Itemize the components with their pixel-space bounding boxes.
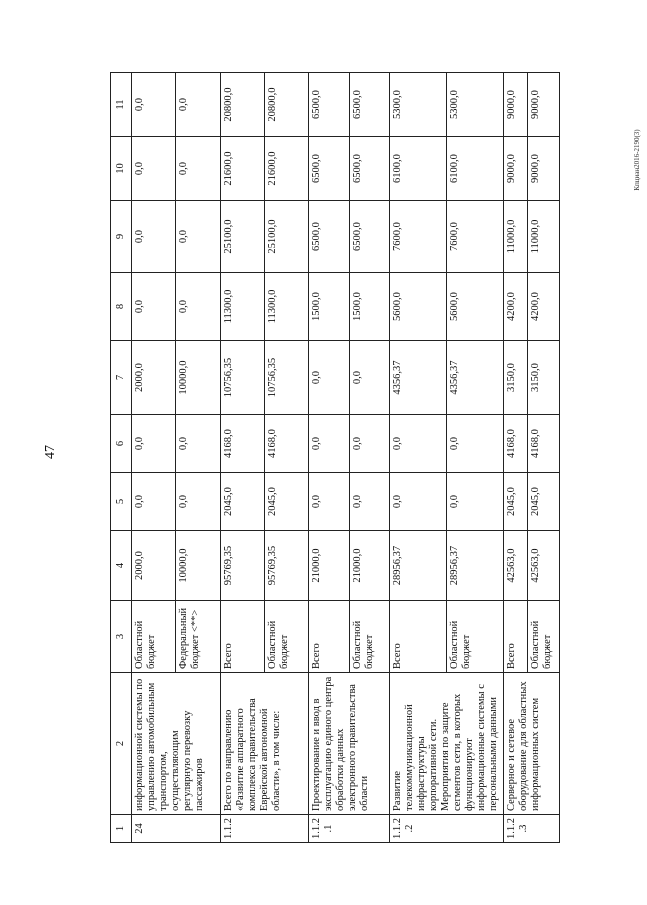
funding-source: Областной бюджет	[264, 601, 308, 673]
table-row	[309, 73, 349, 843]
value-cell: 2000,0	[132, 341, 176, 415]
value-cell: 4168,0	[503, 415, 527, 473]
value-cell: 6500,0	[309, 201, 349, 273]
funding-source: Всего	[220, 601, 264, 673]
value-cell: 20800,0	[264, 73, 308, 137]
value-cell: 0,0	[176, 137, 220, 201]
funding-source: Областной бюджет	[349, 601, 389, 673]
value-cell: 2000,0	[132, 531, 176, 601]
value-cell: 6100,0	[446, 137, 503, 201]
column-header: 6	[111, 415, 132, 473]
funding-source: Областной бюджет	[527, 601, 559, 673]
value-cell: 0,0	[349, 341, 389, 415]
value-cell: 0,0	[349, 473, 389, 531]
value-cell: 6500,0	[349, 137, 389, 201]
funding-source: Федеральный бюджет <**>	[176, 601, 220, 673]
value-cell: 4200,0	[527, 273, 559, 341]
value-cell: 2045,0	[527, 473, 559, 531]
funding-source: Всего	[503, 601, 527, 673]
column-header: 4	[111, 531, 132, 601]
column-header: 2	[111, 673, 132, 815]
value-cell: 4356,37	[389, 341, 446, 415]
value-cell: 0,0	[309, 473, 349, 531]
value-cell: 4168,0	[220, 415, 264, 473]
value-cell: 0,0	[176, 473, 220, 531]
value-cell: 25100,0	[264, 201, 308, 273]
funding-source: Областной бюджет	[446, 601, 503, 673]
value-cell: 95769,35	[264, 531, 308, 601]
value-cell: 0,0	[176, 273, 220, 341]
value-cell: 9000,0	[527, 73, 559, 137]
value-cell: 2045,0	[220, 473, 264, 531]
value-cell: 9000,0	[527, 137, 559, 201]
value-cell: 0,0	[132, 273, 176, 341]
value-cell: 0,0	[176, 201, 220, 273]
value-cell: 10756,35	[264, 341, 308, 415]
value-cell: 42563,0	[503, 531, 527, 601]
column-header: 9	[111, 201, 132, 273]
value-cell: 11300,0	[264, 273, 308, 341]
table-row	[389, 73, 446, 843]
column-header: 8	[111, 273, 132, 341]
value-cell: 0,0	[446, 415, 503, 473]
value-cell: 7600,0	[446, 201, 503, 273]
value-cell: 95769,35	[220, 531, 264, 601]
value-cell: 2045,0	[264, 473, 308, 531]
row-name: Серверное и сетевое оборудование для областных информационных систем	[503, 673, 559, 815]
table-row	[220, 73, 264, 843]
value-cell: 28956,37	[389, 531, 446, 601]
table-header-row	[111, 73, 132, 843]
value-cell: 42563,0	[527, 531, 559, 601]
value-cell: 10000,0	[176, 531, 220, 601]
value-cell: 25100,0	[220, 201, 264, 273]
value-cell: 0,0	[349, 415, 389, 473]
value-cell: 6100,0	[389, 137, 446, 201]
value-cell: 5300,0	[389, 73, 446, 137]
row-code: 1.1.2.1	[309, 815, 390, 843]
value-cell: 21600,0	[220, 137, 264, 201]
value-cell: 21600,0	[264, 137, 308, 201]
budget-table	[110, 72, 560, 843]
value-cell: 0,0	[446, 473, 503, 531]
table-row	[503, 73, 527, 843]
value-cell: 28956,37	[446, 531, 503, 601]
value-cell: 6500,0	[349, 201, 389, 273]
column-header: 5	[111, 473, 132, 531]
row-code: 1.1.2.3	[503, 815, 559, 843]
value-cell: 20800,0	[220, 73, 264, 137]
value-cell: 3150,0	[527, 341, 559, 415]
value-cell: 0,0	[176, 415, 220, 473]
value-cell: 10756,35	[220, 341, 264, 415]
value-cell: 4356,37	[446, 341, 503, 415]
value-cell: 4168,0	[264, 415, 308, 473]
value-cell: 9000,0	[503, 73, 527, 137]
value-cell: 0,0	[132, 137, 176, 201]
rotated-table-container	[110, 73, 560, 843]
value-cell: 11300,0	[220, 273, 264, 341]
row-code: 1.1.2	[220, 815, 309, 843]
value-cell: 5600,0	[389, 273, 446, 341]
value-cell: 0,0	[132, 201, 176, 273]
value-cell: 11000,0	[503, 201, 527, 273]
value-cell: 7600,0	[389, 201, 446, 273]
value-cell: 0,0	[389, 473, 446, 531]
column-header: 7	[111, 341, 132, 415]
row-name: Проектирование и ввод в эксплуатацию единого центра обработки данных электронного правительства области	[309, 673, 390, 815]
value-cell: 0,0	[132, 73, 176, 137]
value-cell: 6500,0	[309, 73, 349, 137]
value-cell: 21000,0	[309, 531, 349, 601]
funding-source: Областной бюджет	[132, 601, 176, 673]
value-cell: 0,0	[309, 415, 349, 473]
value-cell: 4200,0	[503, 273, 527, 341]
row-name: Всего по направлению «Развитие аппаратного комплекса правительства Еврейской автономной области», в том числе:	[220, 673, 309, 815]
value-cell: 1500,0	[349, 273, 389, 341]
value-cell: 2045,0	[503, 473, 527, 531]
row-code: 1.1.2.2	[389, 815, 503, 843]
value-cell: 0,0	[389, 415, 446, 473]
value-cell: 10000,0	[176, 341, 220, 415]
row-name: Развитие телекоммуникационной инфраструктуры корпоративной сети. Мероприятия по защите сегментов сети, в которых функционируют информационные системы с персональными данными	[389, 673, 503, 815]
value-cell: 0,0	[132, 415, 176, 473]
value-cell: 11000,0	[527, 201, 559, 273]
funding-source: Всего	[389, 601, 446, 673]
value-cell: 0,0	[176, 73, 220, 137]
column-header: 10	[111, 137, 132, 201]
value-cell: 4168,0	[527, 415, 559, 473]
value-cell: 6500,0	[349, 73, 389, 137]
value-cell: 0,0	[309, 341, 349, 415]
value-cell: 21000,0	[349, 531, 389, 601]
value-cell: 3150,0	[503, 341, 527, 415]
value-cell: 5300,0	[446, 73, 503, 137]
value-cell: 1500,0	[309, 273, 349, 341]
column-header: 11	[111, 73, 132, 137]
value-cell: 6500,0	[309, 137, 349, 201]
page-number: 47	[43, 445, 58, 459]
table-row	[132, 73, 176, 843]
value-cell: 0,0	[132, 473, 176, 531]
row-name: информационной системы по управлению автомобильным транспортом, осуществляющим регулярную перевозку пассажиров	[132, 673, 221, 815]
value-cell: 5600,0	[446, 273, 503, 341]
value-cell: 9000,0	[503, 137, 527, 201]
column-header: 1	[111, 815, 132, 843]
column-header: 3	[111, 601, 132, 673]
document-code: Кпциан2016-2190(3)	[633, 129, 641, 191]
row-code: 24	[132, 815, 221, 843]
funding-source: Всего	[309, 601, 349, 673]
